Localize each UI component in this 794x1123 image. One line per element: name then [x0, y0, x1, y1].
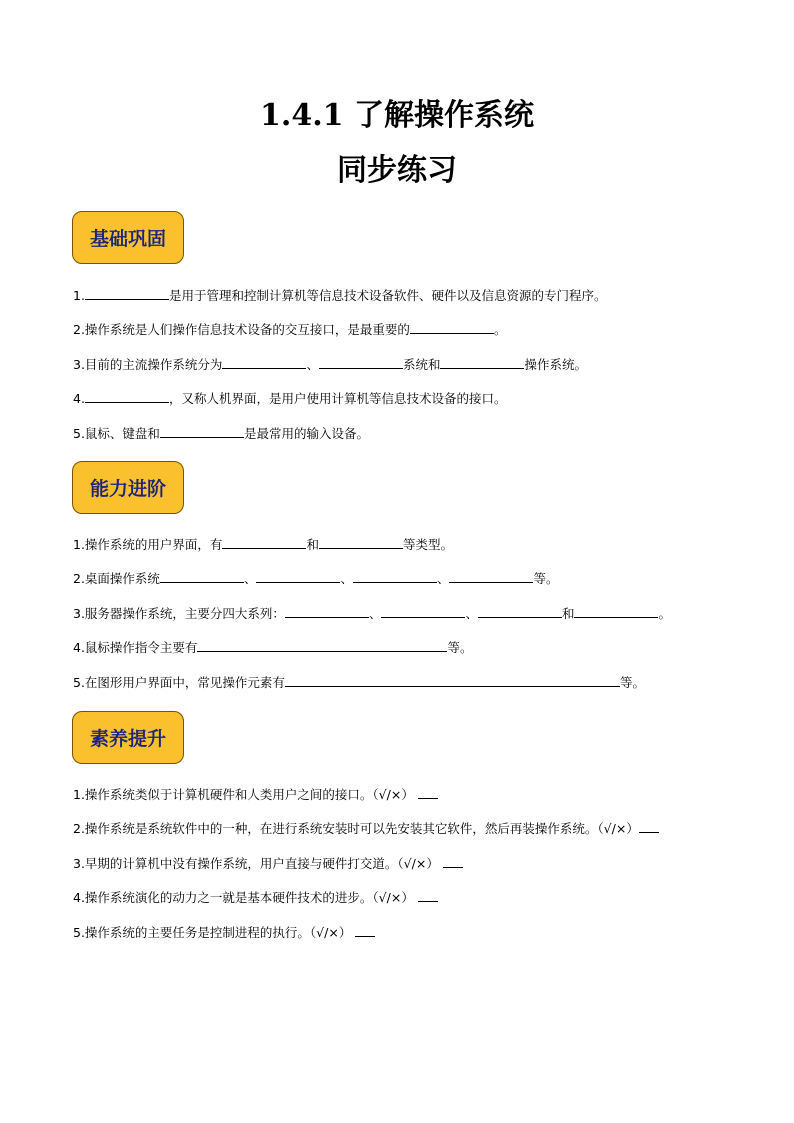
answer-blank[interactable]: [222, 355, 306, 369]
answer-blank[interactable]: [160, 569, 244, 583]
answer-blank[interactable]: [319, 535, 403, 549]
answer-blank[interactable]: [256, 569, 340, 583]
answer-blank[interactable]: [85, 389, 169, 403]
answer-blank[interactable]: [197, 638, 447, 652]
answer-blank[interactable]: [285, 604, 369, 618]
answer-blank[interactable]: [418, 785, 438, 799]
answer-blank[interactable]: [285, 673, 620, 687]
question-1-3: 3.目前的主流操作系统分为 、 系统和 操作系统。: [73, 357, 587, 372]
answer-blank[interactable]: [449, 569, 533, 583]
answer-blank[interactable]: [574, 604, 658, 618]
section-badge-literacy: 素养提升: [72, 711, 184, 764]
answer-blank[interactable]: [85, 286, 169, 300]
question-3-3: 3.早期的计算机中没有操作系统，用户直接与硬件打交道。（√/×）: [73, 854, 463, 873]
question-3-1: 1.操作系统类似于计算机硬件和人类用户之间的接口。（√/×）: [73, 785, 438, 804]
answer-blank[interactable]: [222, 535, 306, 549]
question-2-3: 3.服务器操作系统，主要分四大系列： 、 、 和 。: [73, 606, 671, 621]
answer-blank[interactable]: [353, 569, 437, 583]
question-3-2: 2.操作系统是系统软件中的一种，在进行系统安装时可以先安装其它软件，然后再装操作系统。（√/×）: [73, 819, 659, 838]
question-1-5: 5.鼠标、键盘和 是最常用的输入设备。: [73, 426, 369, 441]
answer-blank[interactable]: [443, 854, 463, 868]
answer-blank[interactable]: [639, 819, 659, 833]
answer-blank[interactable]: [410, 320, 494, 334]
answer-blank[interactable]: [319, 355, 403, 369]
section-badge-basic: 基础巩固: [72, 211, 184, 264]
answer-blank[interactable]: [160, 424, 244, 438]
answer-blank[interactable]: [478, 604, 562, 618]
page-title: 1.4.1 了解操作系统: [260, 98, 534, 133]
answer-blank[interactable]: [381, 604, 465, 618]
section-badge-advanced: 能力进阶: [72, 461, 184, 514]
question-2-2: 2.桌面操作系统 、 、 、 等。: [73, 571, 559, 586]
answer-blank[interactable]: [418, 888, 438, 902]
question-2-1: 1.操作系统的用户界面，有 和 等类型。: [73, 537, 453, 552]
question-1-2: 2.操作系统是人们操作信息技术设备的交互接口，是最重要的 。: [73, 322, 507, 337]
answer-blank[interactable]: [355, 923, 375, 937]
question-1-1: 1. 是用于管理和控制计算机等信息技术设备软件、硬件以及信息资源的专门程序。: [73, 288, 607, 303]
page-subtitle: 同步练习: [337, 153, 457, 188]
question-3-4: 4.操作系统演化的动力之一就是基本硬件技术的进步。（√/×）: [73, 888, 438, 907]
question-2-5: 5.在图形用户界面中，常见操作元素有 等。: [73, 675, 645, 690]
answer-blank[interactable]: [440, 355, 524, 369]
question-1-4: 4. ，又称人机界面，是用户使用计算机等信息技术设备的接口。: [73, 391, 507, 406]
question-3-5: 5.操作系统的主要任务是控制进程的执行。（√/×）: [73, 923, 375, 942]
question-2-4: 4.鼠标操作指令主要有 等。: [73, 640, 473, 655]
